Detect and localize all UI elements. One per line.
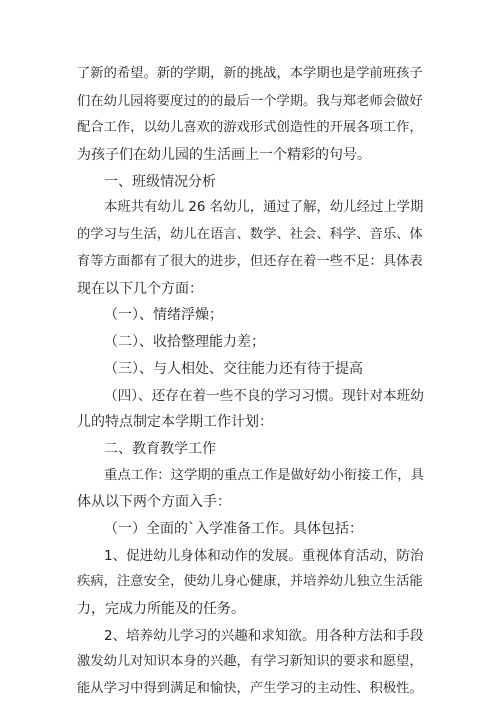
- paragraph-line: 育等方面都有了很大的进步，但还存在着一些不足：具体表: [77, 254, 423, 269]
- section-heading: 二、教育教学工作: [104, 441, 216, 457]
- paragraph-line: 能从学习中得到满足和愉快，产生学习的主动性、积极性。: [77, 681, 423, 696]
- paragraph-line: 配合工作，以幼儿喜欢的游戏形式创造性的开展各项工作，: [77, 120, 423, 135]
- list-item: （四）、还存在着一些不良的学习习惯。现针对本班幼: [104, 388, 424, 404]
- section-heading: 一、班级情况分析: [104, 174, 216, 190]
- paragraph-line: 体从以下两个方面入手：: [77, 494, 231, 510]
- paragraph-line: 2、培养幼儿学习的兴趣和求知欲。用各种方法和手段: [104, 628, 424, 644]
- paragraph-line: 现在以下几个方面：: [77, 281, 203, 297]
- paragraph-line: 本班共有幼儿 26 名幼儿，通过了解，幼儿经过上学期: [104, 200, 424, 215]
- subsection-heading: （一）全面的`入学准备工作。具体包括：: [104, 521, 363, 537]
- paragraph-line: 重点工作：这学期的重点工作是做好幼小衔接工作，具: [104, 468, 424, 483]
- paragraph-line: 为孩子们在幼儿园的生活画上一个精彩的句号。: [77, 147, 371, 163]
- paragraph-line: 激发幼儿对知识本身的兴趣，有学习新知识的要求和愿望，: [77, 654, 423, 669]
- paragraph-line: 1、促进幼儿身体和动作的发展。重视体育活动，防治: [104, 548, 424, 564]
- list-item: （一）、情绪浮燥；: [104, 307, 223, 323]
- paragraph-line: 的学习与生活，幼儿在语言、数学、社会、科学、音乐、体: [77, 227, 423, 242]
- paragraph-line: 疾病，注意安全，使幼儿身心健康，并培养幼儿独立生活能: [77, 574, 423, 589]
- paragraph-line: 了新的希望。新的学期，新的挑战，本学期也是学前班孩子: [77, 66, 423, 81]
- list-item: （三）、与人相处、交往能力还有待于提高: [104, 361, 363, 377]
- list-item: （二）、收拾整理能力差；: [104, 334, 265, 350]
- paragraph-line: 们在幼儿园将要度过的的最后一个学期。我与郑老师会做好: [77, 94, 423, 109]
- paragraph-line: 儿的特点制定本学期工作计划：: [77, 414, 273, 430]
- paragraph-line: 力，完成力所能及的任务。: [77, 601, 245, 617]
